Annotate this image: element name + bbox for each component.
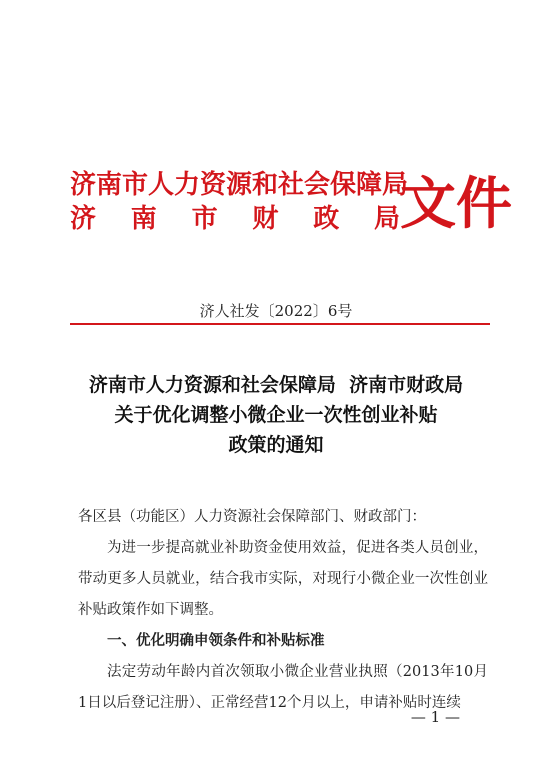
body-paragraph: 法定劳动年龄内首次领取小微企业营业执照（2013年10月1日以后登记注册）、正常经营12个月以上，申请补贴时连续 xyxy=(78,664,488,711)
document-body xyxy=(78,502,488,719)
title-line-2: 关于优化调整小微企业一次性创业补贴 xyxy=(114,404,438,426)
issuer-name-1: 济南市人力资源和社会保障局 xyxy=(70,170,409,200)
title-line-3: 政策的通知 xyxy=(228,434,324,456)
issuer-2-char: 财 xyxy=(252,204,279,234)
issuer-name-2 xyxy=(70,204,400,234)
issuer-2-char: 市 xyxy=(191,204,218,234)
red-divider xyxy=(70,323,490,325)
addressee: 各区县（功能区）人力资源社会保障部门、财政部门： xyxy=(78,509,426,525)
body-paragraph: 为进一步提高就业补助资金使用效益，促进各类人员创业，带动更多人员就业，结合我市实际，对现行小微企业一次性创业补贴政策作如下调整。 xyxy=(78,540,488,618)
page-number: — 1 — xyxy=(410,708,460,726)
document-header xyxy=(70,168,512,240)
doc-number: 济人社发〔2022〕6号 xyxy=(199,302,353,320)
issuer-2-char: 南 xyxy=(130,204,157,234)
issuer-2-char: 局 xyxy=(373,204,400,234)
document-title xyxy=(0,370,552,460)
issuer-2-char: 政 xyxy=(313,204,340,234)
doc-type-label: 文件 xyxy=(400,171,512,237)
section-heading: 一、优化明确申领条件和补贴标准 xyxy=(107,633,325,649)
issuer-2-char: 济 xyxy=(70,204,97,234)
title-line-1: 济南市人力资源和社会保障局 济南市财政局 xyxy=(88,374,464,396)
